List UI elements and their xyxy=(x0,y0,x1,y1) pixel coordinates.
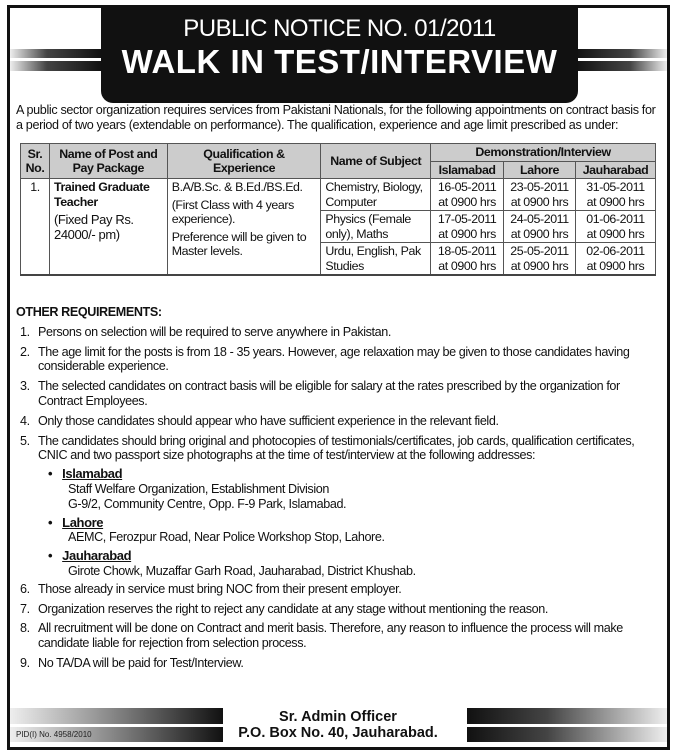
date-cell: 02-06-2011 at 0900 hrs xyxy=(575,243,655,276)
signatory: Sr. Admin Officer xyxy=(279,709,397,725)
intro-paragraph: A public sector organization requires services from Pakistani Nationals, for the following appointments on contract basis for a period of two years (extendable on performance). The qualification, experience and age limit prescribed as under: xyxy=(16,103,656,132)
table-row xyxy=(21,179,656,211)
col-qualification: Qualification & Experience xyxy=(167,144,321,179)
post-cell xyxy=(49,179,167,276)
requirements-section xyxy=(16,305,661,676)
subject-cell: Chemistry, Biology, Computer xyxy=(321,179,431,211)
address-islamabad: • Islamabad Staff Welfare Organization, Establishment Division G-9/2, Community Centre, Opp. F-9 Park, Islamabad. xyxy=(48,467,661,511)
subject-cell: Urdu, English, Pak Studies xyxy=(321,243,431,276)
requirement-item: 8. All recruitment will be done on Contract and merit basis. Therefore, any reason to influence the process will make candidate liable for rejection from selection process. xyxy=(20,621,623,651)
qualification-cell xyxy=(167,179,321,276)
requirement-item: 5. The candidates should bring original and photocopies of testimonials/certificates, job cards, qualification certificates, CNIC and two passport size photographs at the time of test/interview at the following addresses: xyxy=(20,433,635,463)
col-lahore: Lahore xyxy=(504,161,576,179)
requirement-item: 6. Those already in service must bring NOC from their present employer. xyxy=(20,581,402,596)
post-title: Trained Graduate Teacher xyxy=(53,180,150,209)
notice-header xyxy=(101,5,578,103)
post-pay: (Fixed Pay Rs. 24000/- pm) xyxy=(53,212,134,242)
sr-cell: 1. xyxy=(21,179,50,276)
notice-title: WALK IN TEST/INTERVIEW xyxy=(121,43,558,80)
date-cell: 25-05-2011 at 0900 hrs xyxy=(504,243,576,276)
date-cell: 31-05-2011 at 0900 hrs xyxy=(575,179,655,211)
date-cell: 01-06-2011 at 0900 hrs xyxy=(575,211,655,243)
requirement-item: 1. Persons on selection will be required to serve anywhere in Pakistan. xyxy=(20,324,391,339)
table-header-row xyxy=(21,144,656,162)
decorative-bar-left xyxy=(10,49,102,71)
notice-number: PUBLIC NOTICE NO. 01/2011 xyxy=(183,15,496,42)
col-islamabad: Islamabad xyxy=(431,161,504,179)
subject-cell: Physics (Female only), Maths xyxy=(321,211,431,243)
col-demonstration: Demonstration/Interview xyxy=(431,144,656,162)
col-subject: Name of Subject xyxy=(321,144,431,179)
qualification-experience: (First Class with 4 years experience). xyxy=(171,197,294,226)
postal-address: P.O. Box No. 40, Jauharabad. xyxy=(238,725,438,741)
pid-number: PID(I) No. 4958/2010 xyxy=(16,730,92,739)
date-cell: 23-05-2011 at 0900 hrs xyxy=(504,179,576,211)
address-lahore: • Lahore AEMC, Ferozpur Road, Near Police Workshop Stop, Lahore. xyxy=(48,516,661,546)
qualification-degree: B.A/B.Sc. & B.Ed./BS.Ed. xyxy=(171,180,303,194)
date-cell: 16-05-2011 at 0900 hrs xyxy=(431,179,504,211)
requirement-item: 9. No TA/DA will be paid for Test/Interview. xyxy=(20,655,244,670)
col-sr: Sr. No. xyxy=(21,144,50,179)
signature-block xyxy=(223,709,453,741)
requirement-item: 2. The age limit for the posts is from 18 - 35 years. However, age relaxation may be given to those candidates having considerable experience. xyxy=(20,344,630,374)
requirement-item: 7. Organization reserves the right to reject any candidate at any stage without mentioning the reason. xyxy=(20,601,548,616)
footer-bar-right xyxy=(467,708,667,742)
date-cell: 24-05-2011 at 0900 hrs xyxy=(504,211,576,243)
requirements-heading: OTHER REQUIREMENTS: xyxy=(16,305,162,319)
address-jauharabad: • Jauharabad Girote Chowk, Muzaffar Garh Road, Jauharabad, District Khushab. xyxy=(48,549,661,579)
date-cell: 18-05-2011 at 0900 hrs xyxy=(431,243,504,276)
col-jauharabad: Jauharabad xyxy=(575,161,655,179)
decorative-bar-right xyxy=(575,49,667,71)
col-post: Name of Post and Pay Package xyxy=(49,144,167,179)
requirement-item: 4. Only those candidates should appear who have sufficient experience in the relevant field. xyxy=(20,413,499,428)
date-cell: 17-05-2011 at 0900 hrs xyxy=(431,211,504,243)
qualification-preference: Preference will be given to Master levels. xyxy=(171,229,307,258)
requirement-item: 3. The selected candidates on contract basis will be eligible for salary at the rates prescribed by the organization for Contract Employees. xyxy=(20,379,620,408)
posts-table xyxy=(20,143,656,276)
